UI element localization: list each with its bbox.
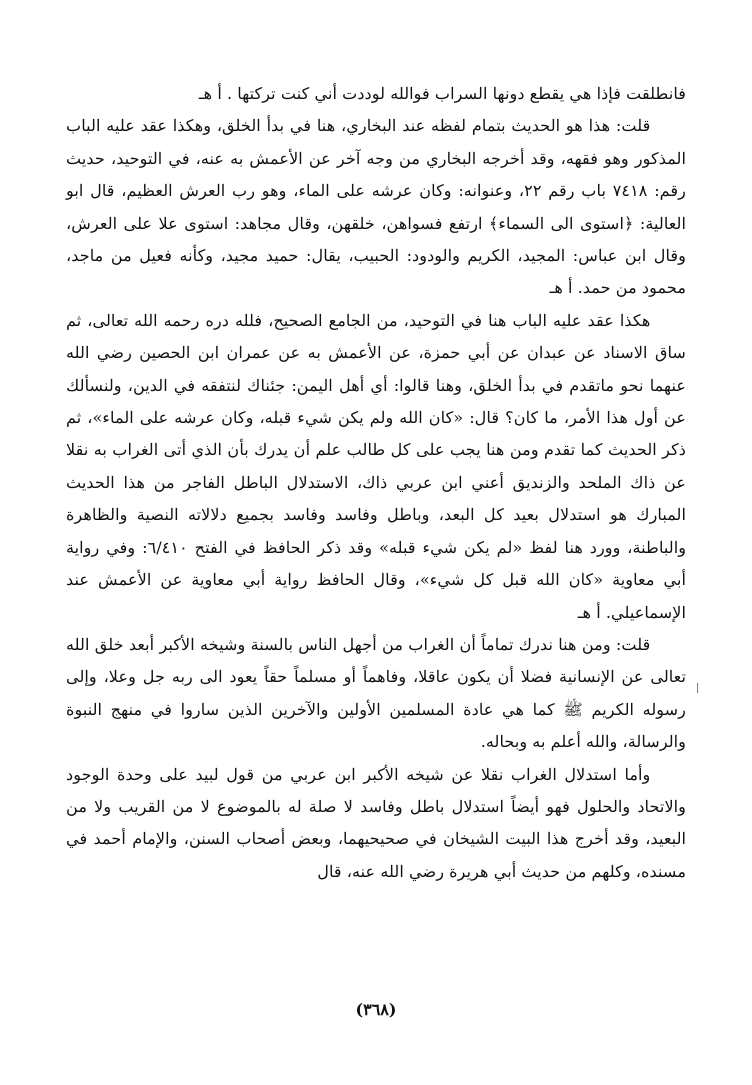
main-text — [66, 78, 686, 888]
paragraph-2: قلت: هذا هو الحديث بتمام لفظه عند البخاري، هنا في بدأ الخلق، وهكذا عقد عليه الباب المذكور وهو فقهه، وقد أخرجه البخاري من وجه آخر عن الأعمش به عنه، في التوحيد، حديث رقم: ٧٤١٨ باب رقم ٢٢، وعنوانه: وكان عرشه على الماء، وهو رب العرش العظيم، قال ابو العالية: ﴿استوى الى السماء﴾ ارتفع فسواهن، خلقهن، وقال مجاهد: استوى علا على العرش، وقال ابن عباس: المجيد، الكريم والودود: الحبيب، يقال: حميد مجيد، وكأنه فعيل من ماجد، محمود من حمد. أ هـ — [66, 116, 686, 298]
paragraph-4: قلت: ومن هنا ندرك تماماً أن الغراب من أجهل الناس بالسنة وشيخه الأكبر أبعد خلق الله تعالى عن الإنسانية فضلا أن يكون عاقلا، وفاهماً أو مسلماً حقاً يعود الى ربه جل وعلا، وإلى رسوله الكريم ﷺ كما هي عادة المسلمين الأولين والآخرين الذين ساروا في منهج النبوة والرسالة، والله أعلم به وبحاله. — [66, 634, 686, 752]
paragraph-1: فانطلقت فإذا هي يقطع دونها السراب فوالله لوددت أني كنت تركتها . أ هـ — [198, 84, 686, 103]
page-number: (٣٦٨) — [355, 1000, 397, 1019]
margin-mark — [697, 683, 698, 693]
paragraph-5: وأما استدلال الغراب نقلا عن شيخه الأكبر ابن عربي من قول لبيد على وحدة الوجود والاتحاد والحلول فهو أيضاً استدلال باطل وفاسد لا صلة له بالموضوع لا من القريب ولا من البعيد، وقد أخرج هذا البيت الشيخان في صحيحيهما، وبعض أصحاب السنن، والإمام أحمد في مسنده، وكلهم من حديث أبي هريرة رضي الله عنه، قال — [66, 764, 686, 881]
paragraph-3: هكذا عقد عليه الباب هنا في التوحيد، من الجامع الصحيح، فلله دره رحمه الله تعالى، ثم ساق الاسناد عن عبدان عن أبي حمزة، عن الأعمش به عن عمران ابن الحصين رضي الله عنهما نحو ماتقدم في بدأ الخلق، وهنا قالوا: أي أهل اليمن: جئناك لنتفقه في الدين، ولنسألك عن أول هذا الأمر، ما كان؟ قال: «كان الله ولم يكن شيء قبله، وكان عرشه على الماء»، ثم ذكر الحديث كما تقدم ومن هنا يجب على كل طالب علم أن يدرك بأن الذي أتى الغراب به نقلا عن ذاك الملحد والزنديق أعني ابن عربي ذاك، الاستدلال الباطل الفاجر من هذا الحديث المبارك هو استدلال بعيد كل البعد، وباطل وفاسد وفاسد بجميع دلالاته النصية والظاهرة والباطنة، وورد هنا لفظ «لم يكن شيء قبله» وقد ذكر الحافظ في الفتح ٦/٤١٠: وفي رواية أبي معاوية «كان الله قبل كل شيء»، وقال الحافظ رواية أبي معاوية عن الأعمش عند الإسماعيلي. أ هـ — [66, 310, 687, 622]
